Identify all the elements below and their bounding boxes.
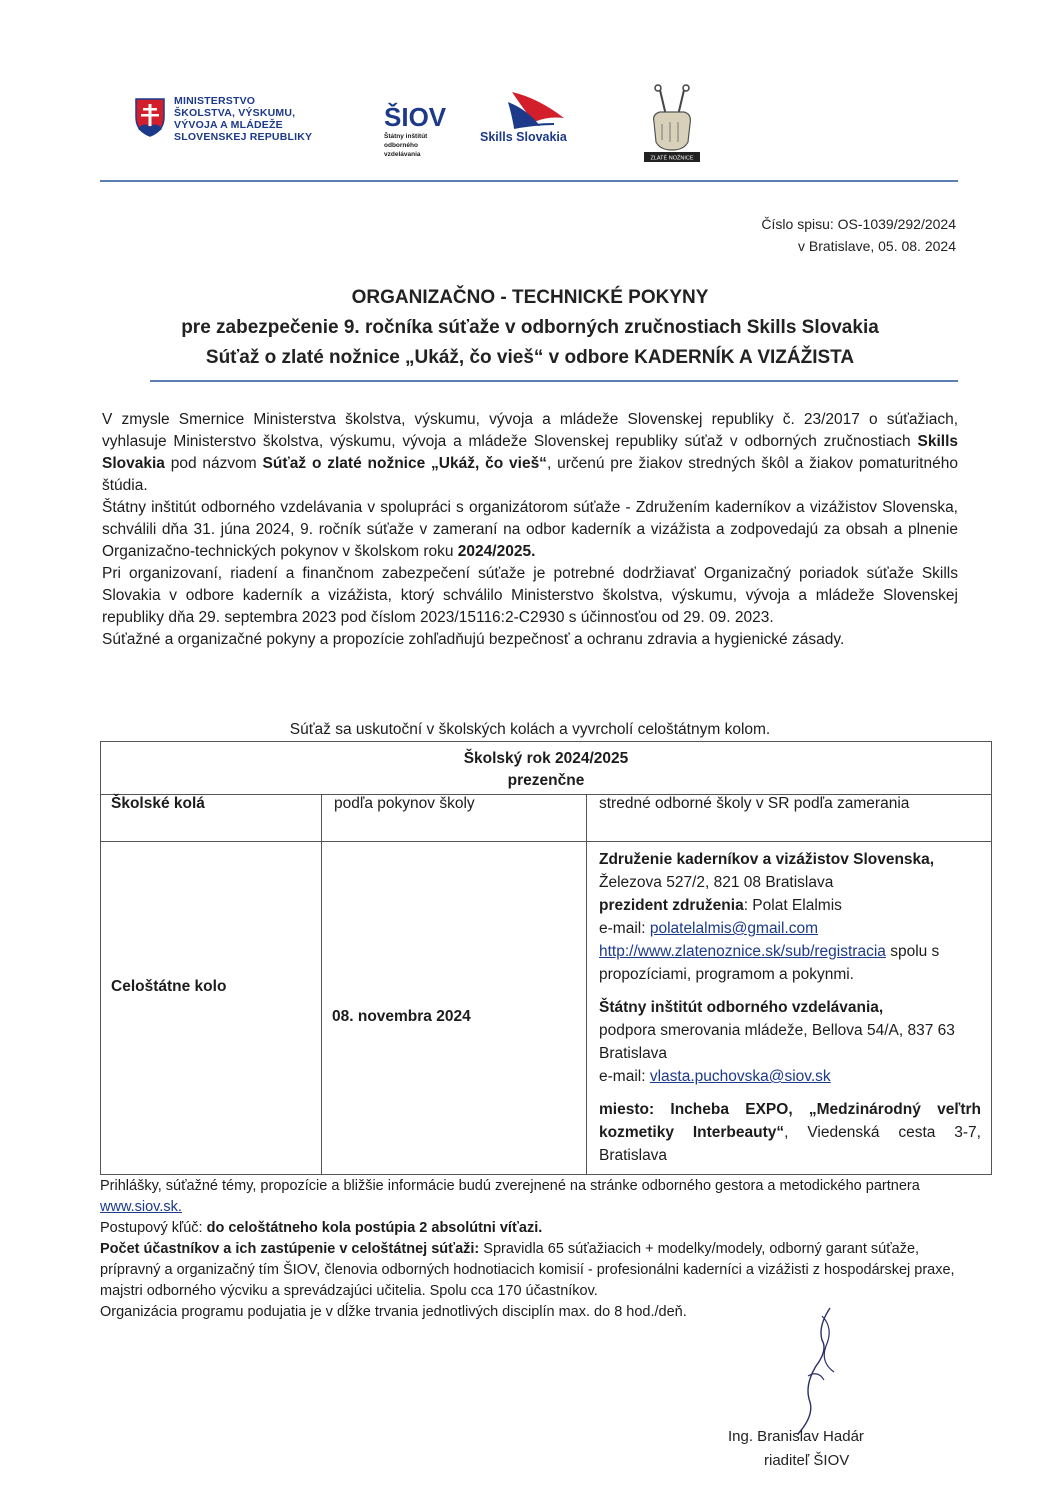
- president-label: prezident združenia: [599, 897, 744, 914]
- text-span: , určenú pre žiakov stredných škôl a žiakov pomaturitného štúdia.: [102, 455, 958, 494]
- table-header: [101, 742, 992, 795]
- intro-paragraph: [102, 409, 958, 497]
- doc-title: ORGANIZAČNO - TECHNICKÉ POKYNY: [351, 287, 709, 308]
- closing-paragraph: [100, 1239, 962, 1302]
- intro-paragraph: Pri organizovaní, riadení a finančnom zabezpečení súťaže je potrebné dodržiavať Organizačný poriadok súťaže Skills Slovakia v odbore kaderník a vizážista, ktorý schválilo Ministerstvo školstva, výskumu, vývoja a mládeže Slovenskej republiky dňa 29. septembra 2023 pod číslom 2023/15116:2-C2930 s účinnosťou od 29. 09. 2023.: [102, 565, 958, 626]
- text-span: Postupový kľúč:: [100, 1220, 207, 1236]
- bold-span: Počet účastníkov a ich zastúpenie v celoštátnej súťaži:: [100, 1241, 480, 1257]
- email-label: e-mail:: [599, 920, 650, 937]
- ministry-logo: [134, 95, 364, 151]
- file-number: Číslo spisu: OS-1039/292/2024: [761, 216, 956, 232]
- closing-text: [100, 1176, 962, 1323]
- siov-logo-subtext: vzdelávania: [384, 151, 421, 158]
- school-year: Školský rok 2024/2025: [463, 750, 629, 767]
- ministry-line: VÝVOJA A MLÁDEŽE: [174, 119, 283, 131]
- siov-logo: [384, 97, 454, 167]
- ministry-line: SLOVENSKEJ REPUBLIKY: [174, 131, 313, 143]
- skills-slovakia-label: Skills Slovakia: [480, 130, 567, 144]
- intro-text: [102, 409, 958, 651]
- doc-subtitle: pre zabezpečenie 9. ročníka súťaže v odborných zručnostiach Skills Slovakia: [181, 317, 879, 338]
- ministry-line: MINISTERSTVO: [174, 95, 256, 107]
- venue-block: [599, 1098, 981, 1167]
- round-name: [101, 842, 322, 1175]
- round-name-text: Celoštátne kolo: [111, 978, 227, 995]
- doc-subtitle-competition: Súťaž o zlaté nožnice „Ukáž, čo vieš“ v odbore KADERNÍK A VIZÁŽISTA: [205, 347, 855, 368]
- title-rule: [150, 380, 958, 382]
- intro-paragraph: [102, 497, 958, 563]
- skills-flag-icon: [478, 88, 588, 132]
- bold-span: Súťaž o zlaté nožnice „Ukáž, čo vieš“: [262, 455, 547, 472]
- president-name: : Polat Elalmis: [743, 897, 842, 914]
- bold-span: 2024/2025.: [457, 543, 536, 560]
- rounds-summary: Súťaž sa uskutoční v školských kolách a vyvrcholí celoštátnym kolom.: [289, 721, 771, 738]
- round-details: [587, 842, 992, 1175]
- golden-scissors-logo: [640, 84, 704, 170]
- table-header-row: [101, 742, 992, 795]
- mode: prezenčne: [507, 772, 585, 789]
- bold-span: Skills Slovakia: [102, 433, 958, 472]
- table-row: [101, 795, 992, 842]
- round-details: stredné odborné školy v SR podľa zamerania: [587, 795, 992, 842]
- header-rule: [100, 180, 958, 182]
- place-date: v Bratislave, 05. 08. 2024: [798, 238, 956, 254]
- siov-email-link[interactable]: vlasta.puchovska@siov.sk: [649, 1068, 831, 1085]
- siov-logo-subtext: odborného: [384, 142, 418, 149]
- signatory-role: riaditeľ ŠIOV: [764, 1452, 850, 1469]
- signatory: [728, 1425, 864, 1473]
- scissors-caption: ZLATÉ NOŽNICE: [650, 155, 694, 162]
- registration-note: spolu s propozíciami, programom a pokynmi.: [599, 943, 940, 983]
- table-row: [101, 842, 992, 1175]
- intro-paragraph: Súťažné a organizačné pokyny a propozície zohľadňujú bezpečnosť a ochranu zdravia a hygienické zásady.: [102, 631, 845, 648]
- siov-logo-subtext: Štátny inštitút: [384, 133, 428, 140]
- round-date: podľa pokynov školy: [322, 795, 587, 842]
- closing-paragraph: [100, 1176, 962, 1218]
- scissors-hand-icon: [640, 84, 704, 170]
- skills-slovakia-logo: [478, 88, 588, 152]
- siov-logo-text: ŠIOV: [384, 102, 447, 132]
- text-span: V zmysle Smernice Ministerstva školstva, výskumu, vývoja a mládeže Slovenskej republiky č. 23/2017 o súťažiach, vyhlasuje Ministerstvo školstva, výskumu, vývoja a mládeže Slovenskej republiky súťaž v odborných zručnostiach: [102, 411, 958, 450]
- organizer-email-link[interactable]: polatelalmis@gmail.com: [649, 920, 819, 937]
- signatory-name: Ing. Branislav Hadár: [728, 1428, 864, 1445]
- handwritten-signature: [778, 1306, 848, 1436]
- organizer-block: [599, 848, 981, 986]
- organizer-name: Združenie kaderníkov a vizážistov Slovenska,: [599, 851, 935, 868]
- schedule-table: [100, 741, 992, 1175]
- round-date: [322, 842, 587, 1175]
- bold-span: do celoštátneho kola postúpia 2 absolútni víťazi.: [206, 1220, 543, 1236]
- round-name: Školské kolá: [101, 795, 322, 842]
- email-label: e-mail:: [599, 1068, 650, 1085]
- siov-block: [599, 996, 981, 1088]
- slovak-coat-of-arms-icon: [134, 97, 166, 137]
- text-span: Štátny inštitút odborného vzdelávania v spolupráci s organizátorom súťaže - Združením kaderníkov a vizážistov Slovenska, schválili dňa 31. júna 2024, 9. ročník súťaže v zameraní na odbor kaderník a vizážista a zodpovedajú za obsah a plnenie Organizačno-technických pokynov v školskom roku: [102, 499, 958, 560]
- siov-website-link[interactable]: www.siov.sk.: [100, 1199, 182, 1215]
- text-span: pod názvom: [164, 455, 263, 472]
- reference-block: [761, 213, 956, 257]
- organizer-address: Železova 527/2, 821 08 Bratislava: [599, 874, 834, 891]
- text-span: Prihlášky, súťažné témy, propozície a bližšie informácie budú zverejnené na stránke odborného gestora a metodického partnera: [100, 1178, 920, 1194]
- text-span: Spravidla 65 súťažiacich + modelky/modely, odborný garant súťaže, prípravný a organizačný tím ŠIOV, členovia odborných hodnotiacich komisií - profesionálni kaderníci a vizážisti z hospodárskej praxe, majstri odborného výcviku a sprevádzajúci učitelia. Spolu cca 170 účastníkov.: [100, 1241, 955, 1299]
- round-date-text: 08. novembra 2024: [332, 1008, 471, 1025]
- registration-link[interactable]: http://www.zlatenoznice.sk/sub/registracia: [599, 943, 886, 960]
- closing-paragraph: [100, 1218, 962, 1239]
- closing-paragraph: Organizácia programu podujatia je v dĺžke trvania jednotlivých disciplín max. do 8 hod./deň.: [100, 1304, 687, 1320]
- venue-name: miesto: Incheba EXPO, „Medzinárodný veľtrh kozmetiky Interbeauty“: [599, 1101, 981, 1141]
- siov-address: podpora smerovania mládeže, Bellova 54/A, 837 63 Bratislava: [599, 1022, 955, 1062]
- ministry-line: ŠKOLSTVA, VÝSKUMU,: [174, 107, 296, 119]
- venue-address: , Viedenská cesta 3-7, Bratislava: [599, 1124, 981, 1164]
- siov-name: Štátny inštitút odborného vzdelávania,: [599, 999, 884, 1016]
